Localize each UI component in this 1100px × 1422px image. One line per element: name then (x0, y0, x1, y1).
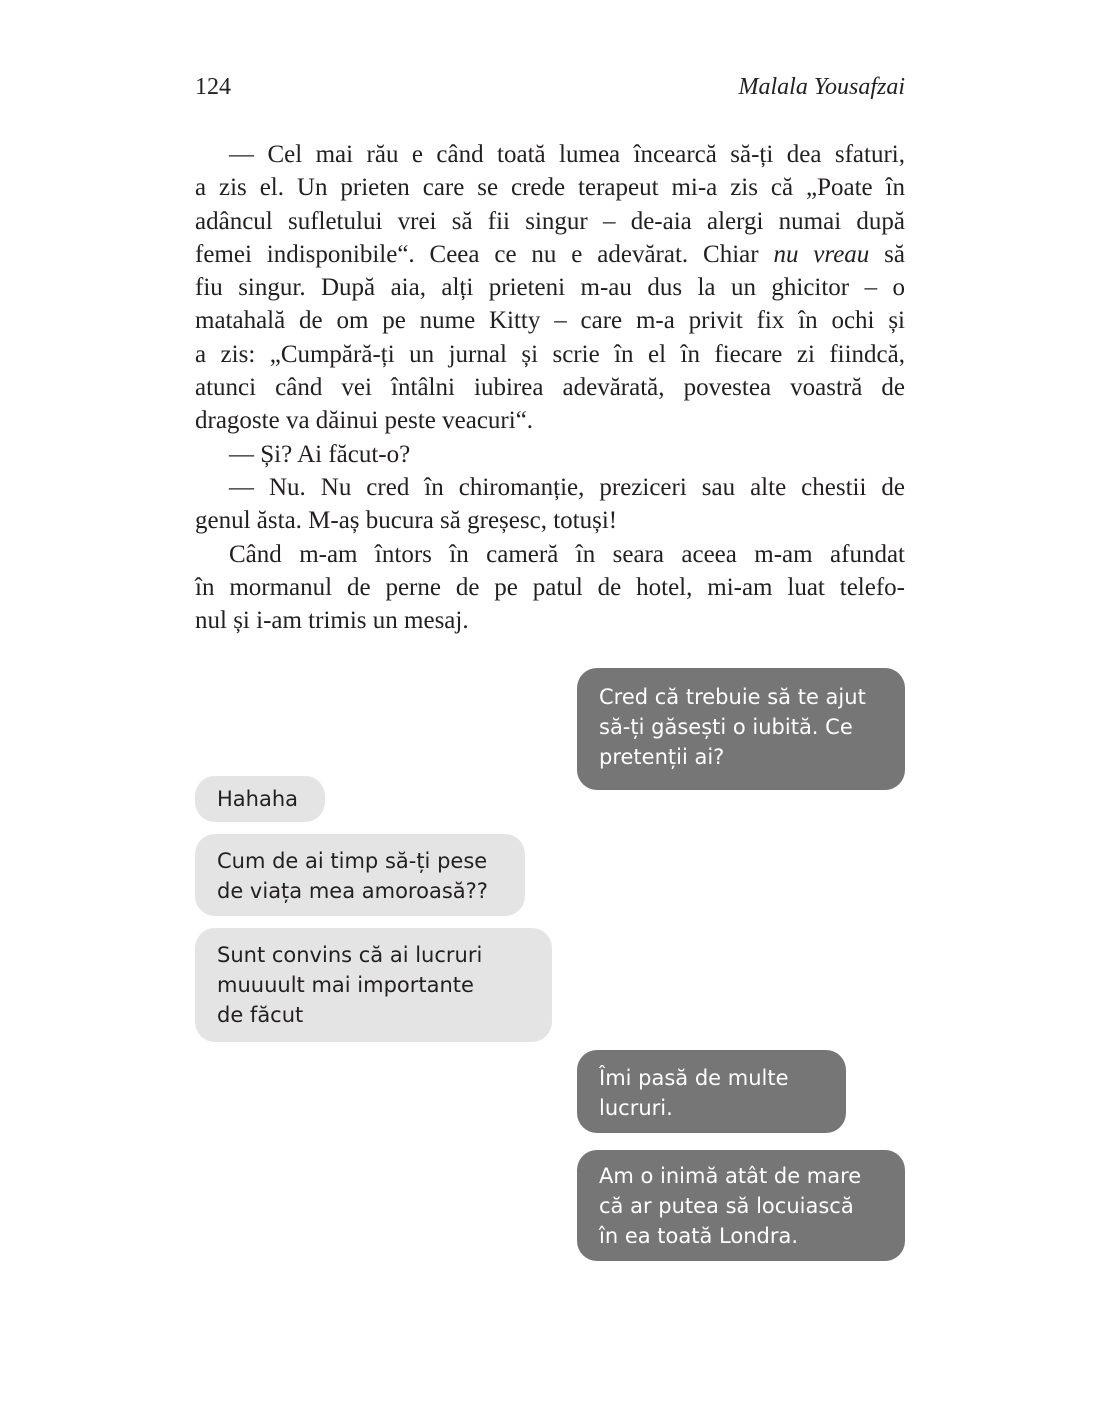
message-line: Am o inimă atât de mare (599, 1164, 862, 1188)
message-line: Îmi pasă de multe (599, 1066, 789, 1090)
text-line: — Nu. Nu cred în chiromanție, preziceri sau alte chestii de (229, 473, 905, 501)
sent-message-bubble (577, 668, 905, 790)
message-line: în ea toată Londra. (599, 1224, 799, 1248)
received-message-bubble (195, 928, 552, 1042)
text-line: atunci când vei întâlni iubirea adevărată, povestea voastră de (195, 374, 905, 402)
message-line: Sunt convins că ai lucruri (217, 943, 483, 967)
message-line: Hahaha (217, 787, 299, 811)
text-line: a zis el. Un prieten care se crede terapeut mi-a zis că „Poate în (195, 174, 905, 202)
message-line: Cred că trebuie să te ajut (599, 685, 866, 709)
sent-message-bubble (577, 1150, 905, 1261)
italic-emphasis: nu vreau (773, 240, 870, 268)
text-line: — Cel mai rău e când toată lumea încearcă să-ți dea sfaturi, (229, 141, 905, 168)
message-line: să-ți găsești o iubită. Ce (599, 715, 853, 739)
text-line: — Și? Ai făcut-o? (229, 440, 411, 468)
received-message-bubble (195, 776, 325, 822)
text-line: fiu singur. După aia, alți prieteni m-au dus la un ghicitor – o (195, 274, 905, 302)
message-line: de viața mea amoroasă?? (217, 879, 488, 903)
message-line: pretenții ai? (599, 745, 725, 769)
body-text (195, 138, 905, 637)
message-line: că ar putea să locuiască (599, 1194, 854, 1218)
text-line: Când m-am întors în cameră în seara aceea m-am afundat (229, 540, 905, 568)
text-line: a zis: „Cumpără-ți un jurnal și scrie în el în fiecare zi fiindcă, (195, 340, 905, 368)
text-line: genul ăsta. M-aș bucura să greșesc, totuși! (195, 507, 618, 535)
text-line (195, 238, 905, 271)
text-line: adâncul sufletului vrei să fii singur – de-aia alergi numai după (195, 207, 905, 235)
text-line: dragoste va dăinui peste veacuri“. (195, 407, 534, 435)
sent-message-bubble (577, 1050, 846, 1133)
text-line: nul și i-am trimis un mesaj. (195, 607, 469, 635)
page-number: 124 (195, 74, 231, 100)
text-segment: să (869, 240, 905, 268)
running-header-author: Malala Yousafzai (738, 74, 905, 100)
message-line: muuuult mai importante (217, 973, 474, 997)
message-line: lucruri. (599, 1096, 673, 1120)
received-message-bubble (195, 834, 525, 916)
text-line: matahală de om pe nume Kitty – care m-a privit fix în ochi și (195, 307, 905, 335)
text-segment: femei indisponibile“. Ceea ce nu e adevărat. Chiar (195, 240, 774, 268)
message-line: Cum de ai timp să-ți pese (217, 849, 488, 873)
message-line: de făcut (217, 1003, 304, 1027)
text-line: în mormanul de perne de pe patul de hotel, mi-am luat telefo- (195, 573, 905, 601)
